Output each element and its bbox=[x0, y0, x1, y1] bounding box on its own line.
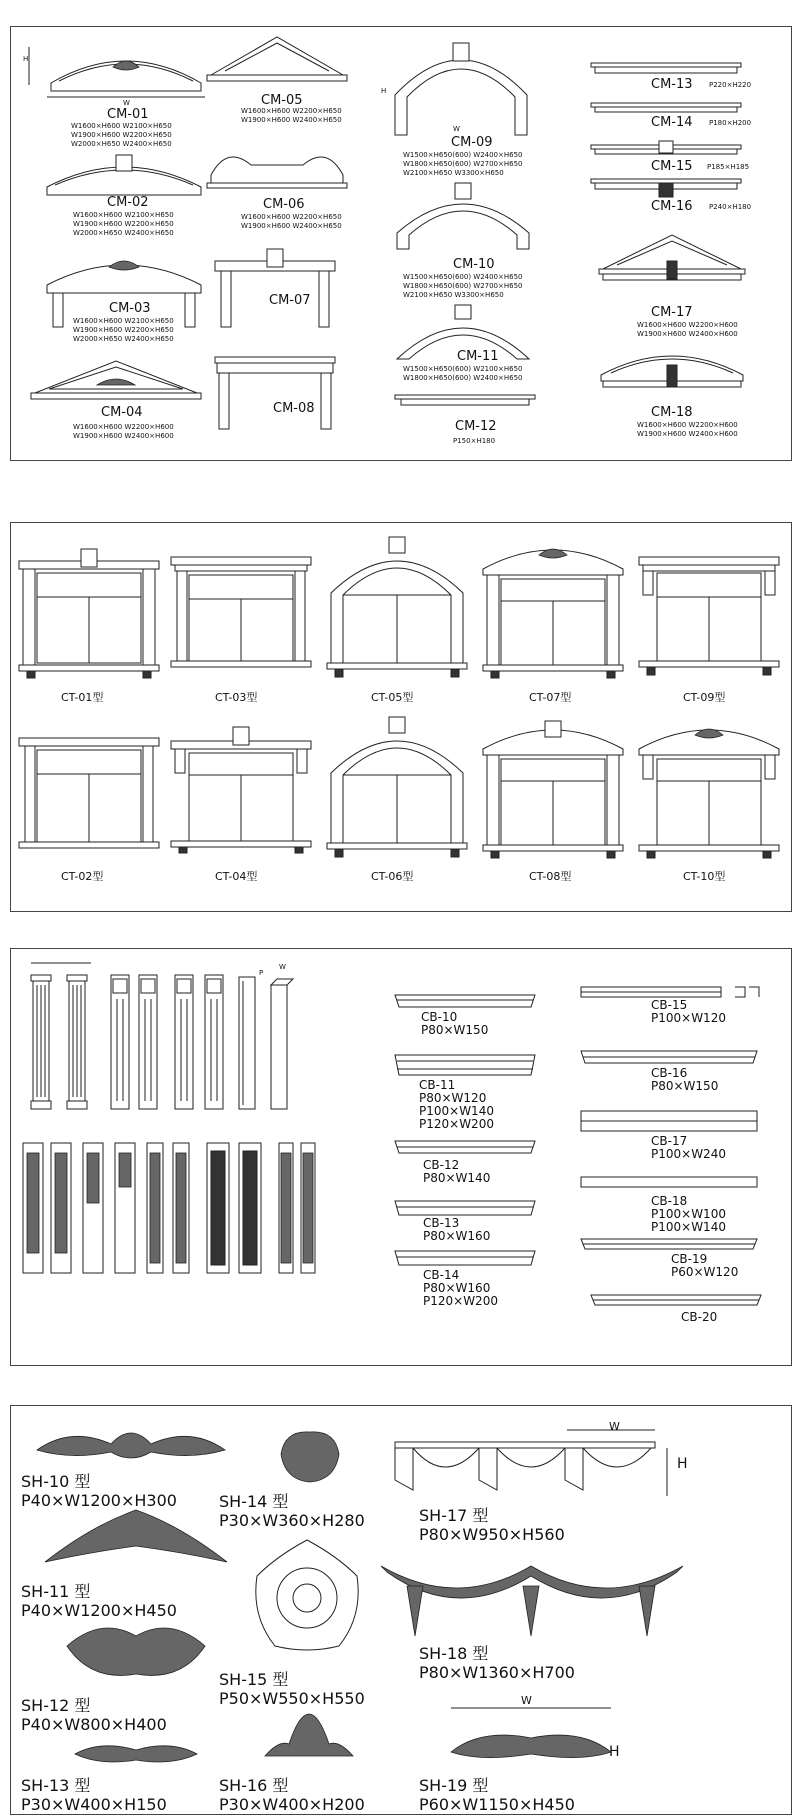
cm-05-dims: W1600×H600 W2200×H650 W1900×H600 W2400×H650 bbox=[241, 107, 342, 124]
sh-17-spec: SH-17 型P80×W950×H560 bbox=[419, 1506, 565, 1544]
cm-18-code: CM-18 bbox=[651, 405, 693, 420]
sh-10-spec: SH-10 型P40×W1200×H300 bbox=[21, 1472, 177, 1510]
cm-04-code: CM-04 bbox=[101, 405, 143, 420]
ct-10-drawing bbox=[639, 715, 779, 858]
cm-17-code: CM-17 bbox=[651, 305, 693, 320]
cm-17-drawing bbox=[597, 233, 747, 293]
cb-20-drawing bbox=[591, 1293, 761, 1307]
cm-15-dims: P185×H185 bbox=[707, 163, 750, 171]
cb-19-label: CB-19 P60×W120 bbox=[671, 1252, 739, 1279]
door-heads-panel bbox=[10, 26, 792, 461]
cb-12-label: CB-12 P80×W140 bbox=[423, 1158, 491, 1185]
cm-12-drawing bbox=[395, 395, 535, 407]
cb-19-drawing bbox=[581, 1237, 761, 1251]
cm-10-dims: W1500×H650(600) W2400×H650 W1800×H650(600) W2700×H650 W2100×H650 W3300×H650 bbox=[403, 273, 523, 299]
pilasters-row-2 bbox=[21, 1139, 321, 1279]
sh-15-drawing bbox=[247, 1536, 367, 1656]
ct-06-label: CT-06型 bbox=[371, 870, 414, 883]
cm-11-code: CM-11 bbox=[457, 349, 499, 364]
cm-07-drawing bbox=[215, 249, 335, 327]
cm-05-code: CM-05 bbox=[261, 93, 303, 108]
cb-16-label: CB-16 P80×W150 bbox=[651, 1066, 719, 1093]
cm-16-dims: P240×H180 bbox=[709, 203, 752, 211]
sh-17-drawing bbox=[395, 1420, 695, 1500]
sh-15-spec: SH-15 型P50×W550×H550 bbox=[219, 1670, 365, 1708]
cb-17-label: CB-17 P100×W240 bbox=[651, 1134, 726, 1161]
sh-18-spec: SH-18 型P80×W1360×H700 bbox=[419, 1644, 575, 1682]
ct-08-drawing bbox=[483, 715, 623, 858]
sh-11-spec: SH-11 型P40×W1200×H450 bbox=[21, 1582, 177, 1620]
ct-04-drawing bbox=[171, 723, 311, 858]
cm-09-width-label: W bbox=[453, 125, 460, 133]
cm-10-drawing bbox=[393, 183, 533, 253]
ct-07-drawing bbox=[483, 535, 623, 678]
columns-mouldings-panel bbox=[10, 948, 792, 1366]
cb-10-drawing bbox=[395, 991, 535, 1009]
cm-09-drawing bbox=[391, 35, 531, 135]
cm-16-drawing bbox=[591, 179, 741, 197]
cm-05-drawing bbox=[207, 33, 347, 83]
cb-15-drawing bbox=[581, 985, 761, 999]
cm-12-dims: P150×H180 bbox=[453, 437, 496, 445]
cm-12-code: CM-12 bbox=[455, 419, 497, 434]
cm-10-code: CM-10 bbox=[453, 257, 495, 272]
ornaments-panel bbox=[10, 1405, 792, 1815]
ct-02-drawing bbox=[19, 728, 159, 858]
ct-07-label: CT-07型 bbox=[529, 691, 572, 704]
pilaster-w-label: W bbox=[279, 963, 286, 971]
cm-01-drawing bbox=[41, 41, 211, 101]
cm-11-dims: W1500×H650(600) W2100×H650 W1800×H650(600) W2400×H650 bbox=[403, 365, 523, 382]
cb-18-drawing bbox=[581, 1175, 761, 1189]
cb-17-drawing bbox=[581, 1109, 761, 1133]
cb-18-label: CB-18 P100×W100 P100×W140 bbox=[651, 1194, 726, 1234]
cm-06-drawing bbox=[207, 145, 347, 189]
sh-19-height-label: H bbox=[609, 1744, 620, 1760]
cb-10-label: CB-10 P80×W150 bbox=[421, 1010, 489, 1037]
sh-19-drawing bbox=[441, 1702, 621, 1778]
ct-03-label: CT-03型 bbox=[215, 691, 258, 704]
cm-01-code: CM-01 bbox=[107, 107, 149, 122]
ct-05-label: CT-05型 bbox=[371, 691, 414, 704]
cb-13-drawing bbox=[395, 1199, 535, 1217]
cm-14-dims: P180×H200 bbox=[709, 119, 752, 127]
cm-09-dims: W1500×H650(600) W2400×H650 W1800×H650(600) W2700×H650 W2100×H650 W3300×H650 bbox=[403, 151, 523, 177]
pilaster-p-label: P bbox=[259, 969, 264, 977]
cm-01-width-label: W bbox=[123, 99, 130, 107]
sh-12-spec: SH-12 型P40×W800×H400 bbox=[21, 1696, 167, 1734]
cm-15-drawing bbox=[591, 141, 741, 155]
cm-04-drawing bbox=[31, 357, 201, 401]
sh-19-spec: SH-19 型P60×W1150×H450 bbox=[419, 1776, 575, 1814]
ct-10-label: CT-10型 bbox=[683, 870, 726, 883]
cm-08-drawing bbox=[215, 357, 335, 429]
sh-14-spec: SH-14 型P30×W360×H280 bbox=[219, 1492, 365, 1530]
ct-01-drawing bbox=[19, 543, 159, 678]
ct-09-label: CT-09型 bbox=[683, 691, 726, 704]
ct-03-drawing bbox=[171, 543, 311, 678]
cm-04-dims: W1600×H600 W2200×H600 W1900×H600 W2400×H600 bbox=[73, 423, 174, 440]
cm-14-code: CM-14 bbox=[651, 115, 693, 130]
cb-14-drawing bbox=[395, 1249, 535, 1267]
cm-03-code: CM-03 bbox=[109, 301, 151, 316]
pilasters-row-1 bbox=[25, 959, 315, 1114]
cb-13-label: CB-13 P80×W160 bbox=[423, 1216, 491, 1243]
cm-15-code: CM-15 bbox=[651, 159, 693, 174]
cm-02-code: CM-02 bbox=[107, 195, 149, 210]
cm-13-code: CM-13 bbox=[651, 77, 693, 92]
cm-13-drawing bbox=[591, 63, 741, 75]
cm-01-height-label: H bbox=[23, 55, 29, 63]
cb-16-drawing bbox=[581, 1049, 761, 1065]
cm-13-dims: P220×H220 bbox=[709, 81, 752, 89]
sh-12-drawing bbox=[61, 1616, 211, 1686]
cm-09-code: CM-09 bbox=[451, 135, 493, 150]
cm-02-dims: W1600×H600 W2100×H650 W1900×H600 W2200×H650 W2000×H650 W2400×H650 bbox=[73, 211, 174, 237]
cm-07-code: CM-07 bbox=[269, 293, 311, 308]
cm-08-code: CM-08 bbox=[273, 401, 315, 416]
cb-11-drawing bbox=[395, 1053, 535, 1077]
window-surrounds-panel bbox=[10, 522, 792, 912]
cm-09-height-label: H bbox=[381, 87, 387, 95]
cm-02-drawing bbox=[39, 147, 209, 197]
ct-09-drawing bbox=[639, 543, 779, 678]
sh-11-drawing bbox=[41, 1506, 231, 1566]
cm-18-dims: W1600×H600 W2200×H600 W1900×H600 W2400×H600 bbox=[637, 421, 738, 438]
cm-14-drawing bbox=[591, 103, 741, 113]
cm-03-dims: W1600×H600 W2100×H650 W1900×H600 W2200×H650 W2000×H650 W2400×H650 bbox=[73, 317, 174, 343]
ct-04-label: CT-04型 bbox=[215, 870, 258, 883]
ct-08-label: CT-08型 bbox=[529, 870, 572, 883]
sh-13-drawing bbox=[71, 1740, 201, 1766]
cb-11-label: CB-11 P80×W120 P100×W140 P120×W200 bbox=[419, 1078, 494, 1131]
sh-17-width-label: W bbox=[609, 1420, 620, 1433]
ct-06-drawing bbox=[327, 713, 467, 858]
cm-16-code: CM-16 bbox=[651, 199, 693, 214]
ct-01-label: CT-01型 bbox=[61, 691, 104, 704]
cb-12-drawing bbox=[395, 1139, 535, 1155]
cb-15-label: CB-15 P100×W120 bbox=[651, 998, 726, 1025]
ct-02-label: CT-02型 bbox=[61, 870, 104, 883]
cm-01-dims: W1600×H600 W2100×H650 W1900×H600 W2200×H650 W2000×H650 W2400×H650 bbox=[71, 122, 172, 148]
ct-05-drawing bbox=[327, 533, 467, 678]
sh-16-drawing bbox=[259, 1710, 359, 1760]
sh-18-drawing bbox=[377, 1556, 687, 1640]
cm-18-drawing bbox=[597, 343, 747, 403]
sh-19-width-label: W bbox=[521, 1694, 532, 1707]
sh-16-spec: SH-16 型P30×W400×H200 bbox=[219, 1776, 365, 1814]
sh-14-drawing bbox=[275, 1428, 345, 1484]
sh-10-drawing bbox=[31, 1420, 231, 1466]
cb-14-label: CB-14 P80×W160 P120×W200 bbox=[423, 1268, 498, 1308]
cm-06-code: CM-06 bbox=[263, 197, 305, 212]
sh-17-height-label: H bbox=[677, 1456, 688, 1472]
cm-17-dims: W1600×H600 W2200×H600 W1900×H600 W2400×H600 bbox=[637, 321, 738, 338]
cb-20-label: CB-20 bbox=[681, 1310, 718, 1324]
sh-13-spec: SH-13 型P30×W400×H150 bbox=[21, 1776, 167, 1814]
cm-06-dims: W1600×H600 W2200×H650 W1900×H600 W2400×H650 bbox=[241, 213, 342, 230]
